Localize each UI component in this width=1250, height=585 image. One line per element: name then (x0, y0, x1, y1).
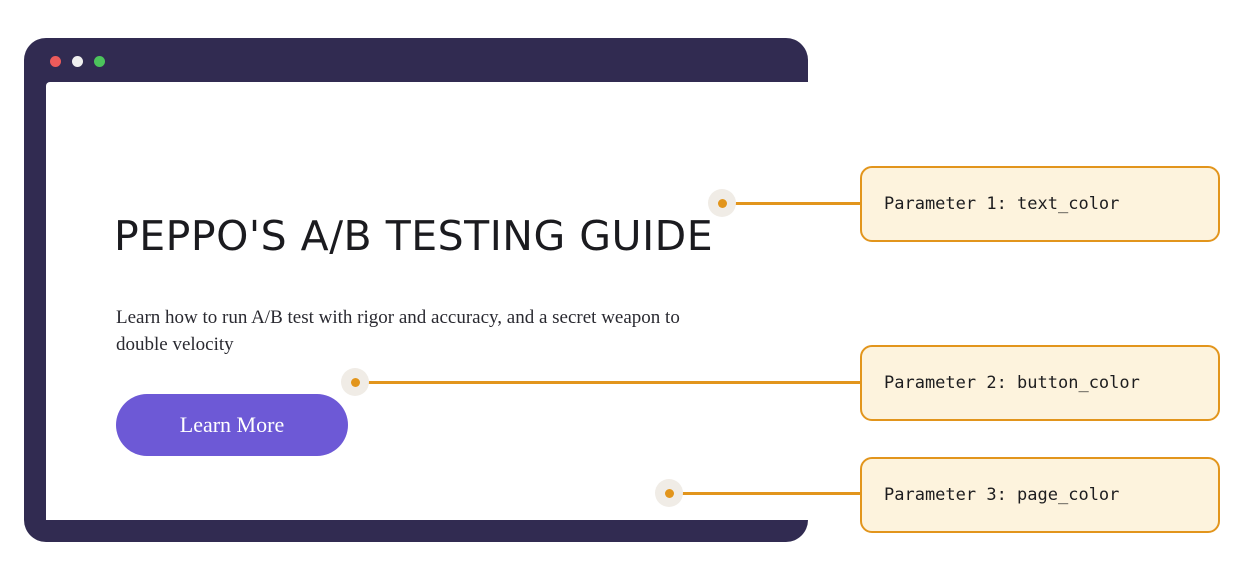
callout-parameter-1: Parameter 1: text_color (860, 166, 1220, 242)
page-headline: PEPPO'S A/B TESTING GUIDE (114, 212, 714, 260)
browser-window-mockup (24, 38, 808, 542)
anchor-marker-button-color (341, 368, 369, 396)
page-subtext: Learn how to run A/B test with rigor and accuracy, and a secret weapon to double velocity (116, 307, 680, 355)
anchor-marker-page-color (655, 479, 683, 507)
connector-line-button-color (363, 381, 862, 384)
connector-line-page-color (676, 492, 862, 495)
learn-more-button[interactable]: Learn More (116, 394, 348, 456)
anchor-marker-text-color (708, 189, 736, 217)
window-minimize-dot-icon[interactable] (72, 56, 83, 67)
callout-parameter-3: Parameter 3: page_color (860, 457, 1220, 533)
window-close-dot-icon[interactable] (50, 56, 61, 67)
landing-page-canvas (46, 82, 808, 520)
browser-titlebar (24, 38, 808, 82)
connector-line-text-color (731, 202, 862, 205)
window-maximize-dot-icon[interactable] (94, 56, 105, 67)
callout-parameter-2: Parameter 2: button_color (860, 345, 1220, 421)
